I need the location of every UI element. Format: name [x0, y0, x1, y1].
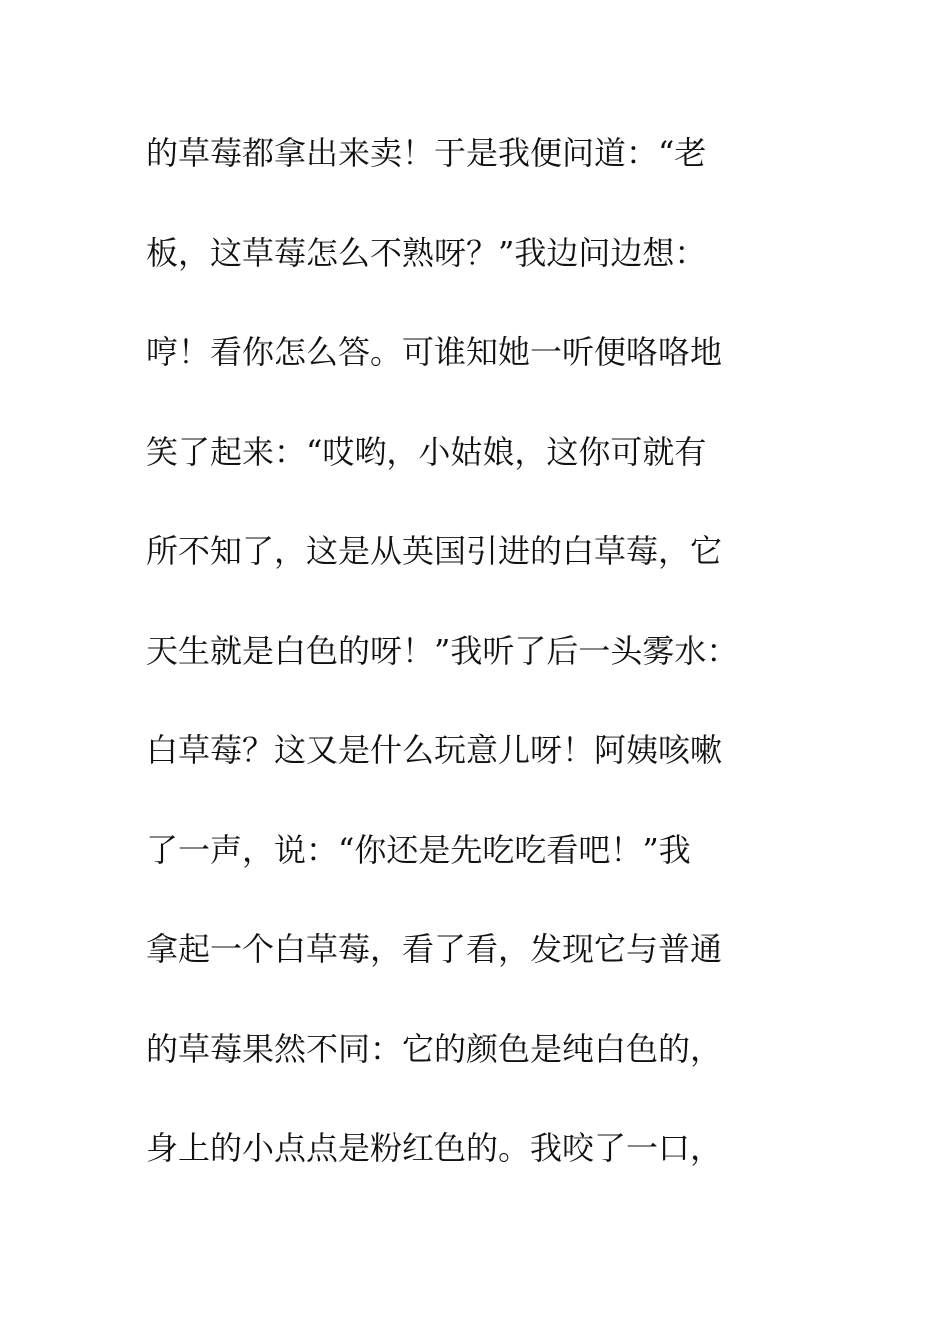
- text-line: 笑了起来：“哎哟，小姑娘，这你可就有: [146, 432, 707, 471]
- text-line: 天生就是白色的呀！”我听了后一头雾水：: [146, 631, 739, 670]
- text-line: 拿起一个白草莓，看了看，发现它与普通: [146, 930, 723, 968]
- text-line: 哼！看你怎么答。可谁知她一听便咯咯地: [146, 333, 723, 371]
- text-line: 的草莓果然不同：它的颜色是纯白色的，: [146, 1029, 723, 1068]
- text-line: 身上的小点点是粉红色的。我咬了一口，: [146, 1129, 723, 1167]
- text-line: 了一声，说：“你还是先吃吃看吧！”我: [146, 830, 691, 869]
- text-line: 所不知了，这是从英国引进的白草莓，它: [146, 532, 723, 570]
- text-line: 板，这草莓怎么不熟呀？”我边问边想：: [146, 233, 707, 272]
- body-text: [146, 123, 826, 1218]
- text-line: 白草莓？这又是什么玩意儿呀！阿姨咳嗽: [146, 731, 723, 769]
- text-line: 的草莓都拿出来卖！于是我便问道：“老: [146, 134, 707, 172]
